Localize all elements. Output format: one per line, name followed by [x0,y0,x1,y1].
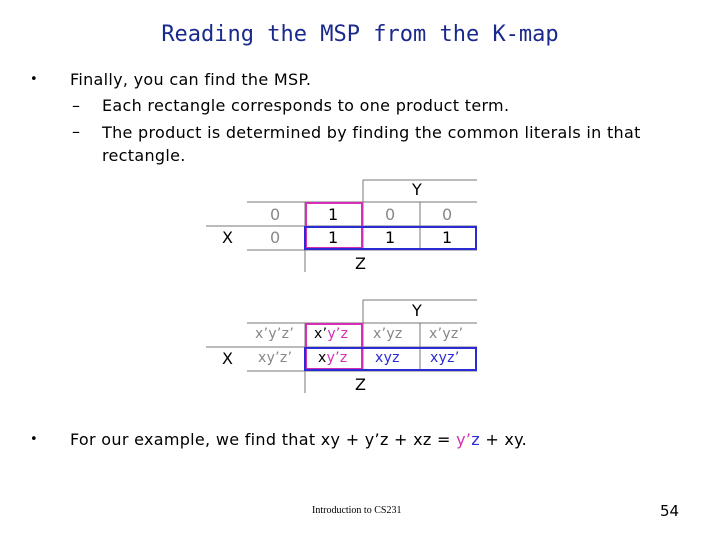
kmap1-cell: 1 [328,228,339,247]
kmap2-cell [318,350,348,366]
page-number: 54 [660,502,680,520]
answer-z: z [471,430,480,449]
answer-rest: + xy. [479,430,528,449]
bullet-marker: • [30,432,38,447]
kmap2-label-x: X [222,349,234,368]
kmap1-label-x: X [222,228,234,247]
kmap2-cell: xyz [375,350,400,366]
kmap2-cell [314,326,348,342]
bullet-marker: • [30,72,38,87]
kmap2-cell-part: x’ [314,326,328,342]
answer-y: y’ [456,430,472,449]
kmap2-cell: x’yz [373,326,403,342]
kmap2-cell: xyz’ [430,350,460,366]
subbullet-text: Each rectangle corresponds to one product term. [102,96,510,115]
kmap2-cell: x’yz’ [429,326,464,342]
conclusion [70,430,527,449]
bullet-text: Finally, you can find the MSP. [70,70,312,89]
kmap1-label-y: Y [412,180,423,199]
kmap1-cell: 0 [442,205,453,224]
kmap1-cell: 0 [270,205,281,224]
kmap1-label-z: Z [355,254,367,273]
kmap2-cell: xy’z’ [258,350,293,366]
kmap2-cell-part: x [318,350,327,366]
page-title: Reading the MSP from the K-map [161,22,559,47]
kmap1-cell: 0 [385,205,396,224]
kmap1-cell: 1 [385,228,396,247]
kmap1-cell: 1 [328,205,339,224]
kmap2-cell-part: y’z [326,350,348,366]
dash-marker: – [72,122,80,141]
kmap2-label-y: Y [412,301,423,320]
kmap2-cell: x’y’z’ [255,326,295,342]
kmap2-label-z: Z [355,375,367,394]
subbullet-text: The product is determined by finding the common literals in that [102,123,641,142]
kmap1-cell: 0 [270,228,281,247]
footer-text: Introduction to CS231 [312,505,402,516]
kmap2-cell-part: y’z [327,326,349,342]
dash-marker: – [72,96,80,115]
conclusion-text: For our example, we find that xy + y’z + xz = [70,430,457,449]
kmap1-cell: 1 [442,228,453,247]
subbullet-text: rectangle. [102,146,186,165]
